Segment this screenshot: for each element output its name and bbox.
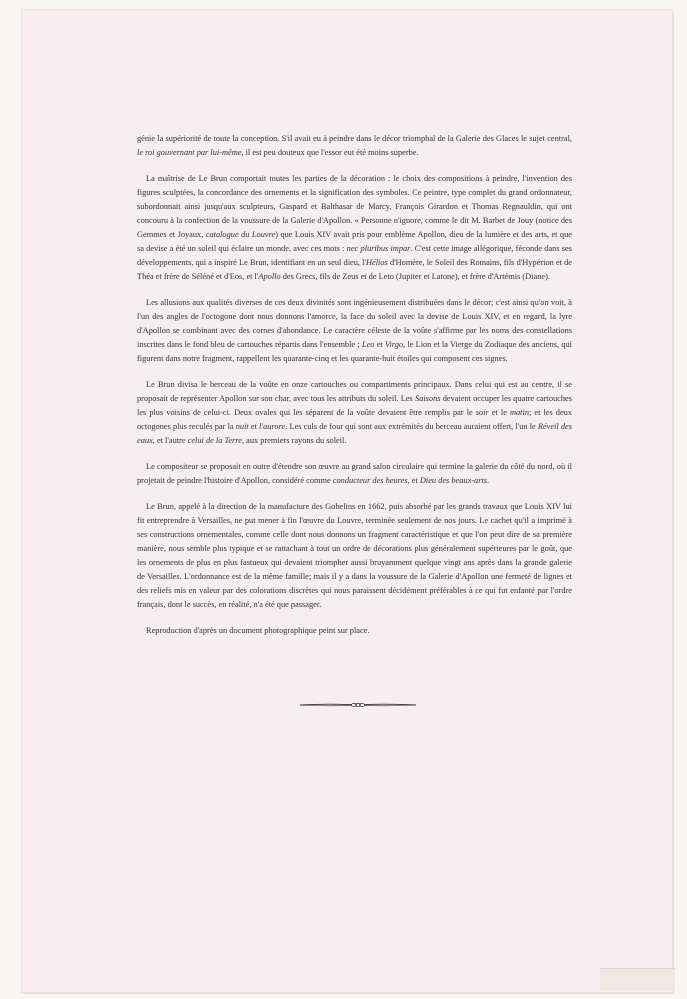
paragraph: Les allusions aux qualités diverses de ces deux divinités sont ingénieusement distribuées dans le décor; c'est ainsi qu'on voit, à l'un des angles de l'octogone dont nous donnons l'amorce, la face du soleil avec la devise de Louis XIV, et en regard, la lyre d'Apollon se combinant avec des cornes d'abondance. Le caractère céleste de la voûte s'affirme par les noms des constellations inscrites dans le fond bleu de cartouches répartis dans l'ensemble ; Leo et Virgo, le Lion et la Vierge du Zodiaque des anciens, qui figurent dans notre fragment, rappellent les quarante-cinq et les quarante-huit étoiles qui composent ces signes. (137, 298, 572, 363)
paragraph: La maîtrise de Le Brun comportait toutes les parties de la décoration : le choix des compositions à peindre, l'invention des figures sculptées, la concordance des ornements et la signification des symboles. Ce peintre, type complet du grand ordonnateur, subordonnait ainsi jusqu'aux sculpteurs, Gaspard et Balthasar de Marcy, François Girardon et Thomas Regnauldin, qui ont concouru à la confection de la voussure de la Galerie d'Apollon. « Personne n'ignore, comme le dit M. Barbet de Jouy (notice des Gemmes et Joyaux, catalogue du Louvre) que Louis XIV avait pris pour emblème Apollon, dieu de la lumière et des arts, et que sa devise a été un soleil qui éclaire un monde, avec ces mots : nec pluribus impar. C'est cette image allégorique, féconde dans ses développements, qui a inspiré Le Brun, identifiant en un seul dieu, l'Hélios d'Homère, le Soleil des Romains, fils d'Hypérion et de Théa et frère de Séléné et d'Eos, et l'Apollo des Grecs, fils de Zeus et de Leto (Jupiter et Latone), et frère d'Artémis (Diane). (137, 174, 573, 281)
paragraph: Reproduction d'après un document photographique peint sur place. (146, 626, 370, 636)
paragraph: Le Brun divisa le berceau de la voûte en onze cartouches ou compartiments principaux. Dans celui qui est au centre, il se proposait de représenter Apollon sur son char, avec tous les attributs du soleil. Les Saisons devaient occuper les quatre cartouches les plus voisins de celui-ci. Deux ovales qui les séparent de la voûte devaient être remplis par le soir et le matin; et les deux octogones plus reculés par la nuit et l'aurore. Les culs de four qui sont aux extrémités du berceau auraient offert, l'un le Réveil des eaux, et l'autre celui de la Terre, aux premiers rayons du soleil. (137, 380, 572, 445)
fleuron-ornament (298, 701, 418, 709)
paragraph: Le compositeur se proposait en outre d'étendre son œuvre au grand salon circulaire qui termine la galerie du côté du nord, où il projetait de peindre l'histoire d'Apollon, considéré comme conducteur des heures, et Dieu des beaux-arts. (137, 462, 572, 486)
page-edge (600, 968, 675, 991)
paragraph: génie la supériorité de toute la conception. S'il avait eu à peindre dans le décor triomphal de la Galerie des Glaces le sujet central, le roi gouvernant par lui-même, il est peu douteux que l'essor eut été moins superbe. (137, 134, 572, 157)
paragraph: Le Brun, appelé à la direction de la manufacture des Gobelins en 1662, puis absorbé par les grands travaux que Louis XIV lui fit entreprendre à Versailles, ne put mener à fin l'œuvre du Louvre, terminée seulement de nos jours. Le cachet qu'il a imprimé à ses constructions ornementales, comme celle dont nous donnons un fragment caractéristique et que l'on peut dire de sa première manière, nous semble plus typique et se rattachant à tout un ordre de décorations plus généralement supérieures par le goût, que les ornements de plus en plus fastueux qui devaient triompher aussi bruyamment quelque vingt ans après dans la grande galerie de Versailles. L'ordonnance est de la même famille; mais il y a dans la voussure de la Galerie d'Apollon une fermeté de lignes et des reliefs mis en valeur par des colorations discrètes qui nous paraissent décidément préférables à ce qui fut enfanté par l'ordre français, dont le succès, en réalité, n'a été que passager. (137, 502, 572, 609)
document-body (137, 132, 572, 651)
